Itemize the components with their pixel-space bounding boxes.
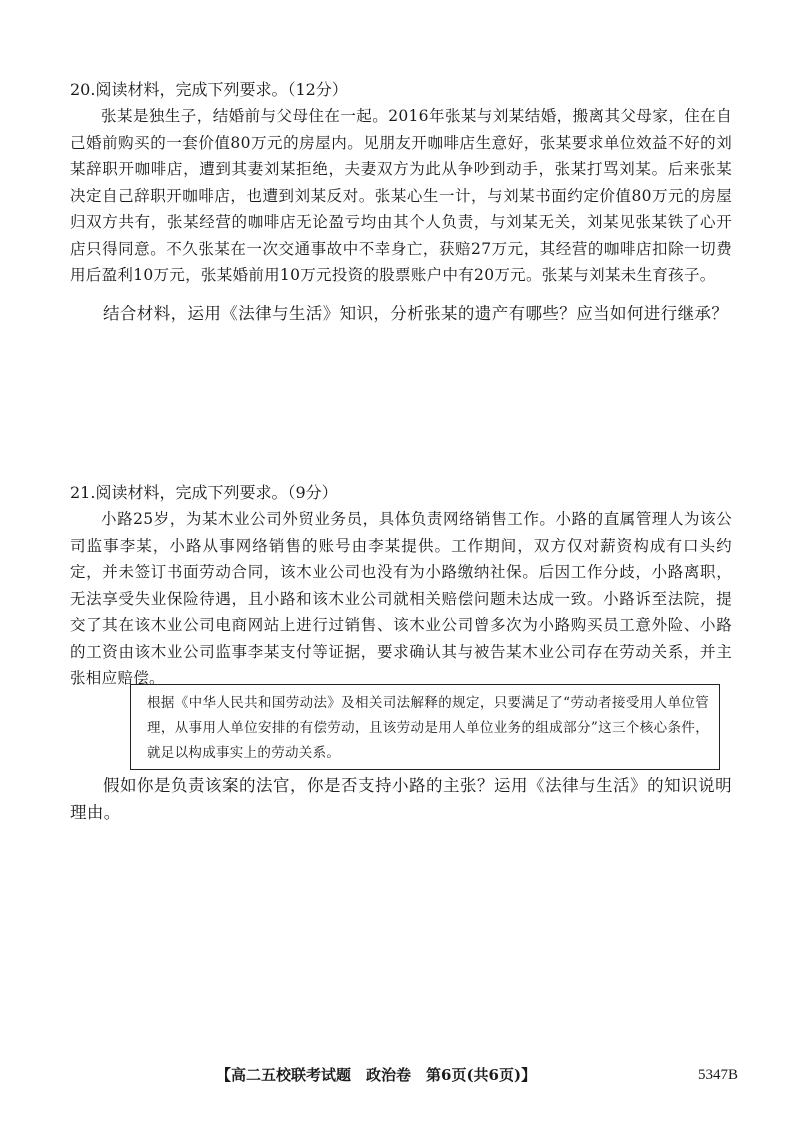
question-21-paragraph: 小路25岁，为某木业公司外贸业务员，具体负责网络销售工作。小路的直属管理人为该公司监事李某，小路从事网络销售的账号由李某提供。工作期间，双方仅对薪资构成有口头约定，并未签订书面劳动合同，该木业公司也没有为小路缴纳社保。后因工作分歧，小路离职，无法享受失业保险待遇，且小路和该木业公司就相关赔偿问题未达成一致。小路诉至法院，提交了其在该木业公司电商网站上进行过销售、该木业公司曾多次为小路购买员工意外险、小路的工资由该木业公司监事李某支付等证据，要求确认其与被告某木业公司存在劳动关系，并主张相应赔偿。: [70, 510, 732, 687]
legal-note-box: [130, 684, 720, 770]
paper-code: 5347B: [697, 1067, 738, 1083]
question-20-passage: [70, 103, 732, 289]
question-20-title: 20.阅读材料，完成下列要求。（12分）: [70, 80, 348, 99]
legal-note-text: 根据《中华人民共和国劳动法》及相关司法解释的规定，只要满足了“劳动者接受用人单位管理，从事用人单位安排的有偿劳动，且该劳动是用人单位业务的组成部分”这三个核心条件，就足以构成事实上的劳动关系。: [147, 695, 709, 761]
question-21-passage: [70, 506, 732, 692]
question-21-title: 21.阅读材料，完成下列要求。（9分）: [70, 483, 338, 502]
question-20-task-text: 结合材料，运用《法律与生活》知识，分析张某的遗产有哪些？应当如何进行继承？: [103, 304, 729, 323]
question-20-paragraph: 张某是独生子，结婚前与父母住在一起。2016年张某与刘某结婚，搬离其父母家，住在自己婚前购买的一套价值80万元的房屋内。见朋友开咖啡店生意好，张某要求单位效益不好的刘某辞职开咖啡店，遭到其妻刘某拒绝，夫妻双方为此从争吵到动手，张某打骂刘某。后来张某决定自己辞职开咖啡店，也遭到刘某反对。张某心生一计，与刘某书面约定价值80万元的房屋归双方共有，张某经营的咖啡店无论盈亏均由其个人负责，与刘某无关，刘某见张某铁了心开店只得同意。不久张某在一次交通事故中不幸身亡，获赔27万元，其经营的咖啡店扣除一切费用后盈利10万元，张某婚前用10万元投资的股票账户中有20万元。张某与刘某未生育孩子。: [70, 107, 732, 284]
question-21-task-text: 假如你是负责该案的法官，你是否支持小路的主张？运用《法律与生活》的知识说明理由。: [70, 776, 732, 822]
question-20-task: [70, 300, 732, 327]
question-21-task: [70, 772, 732, 826]
page-footer: 【高二五校联考试题 政治卷 第6页(共6页)】: [216, 1066, 537, 1084]
